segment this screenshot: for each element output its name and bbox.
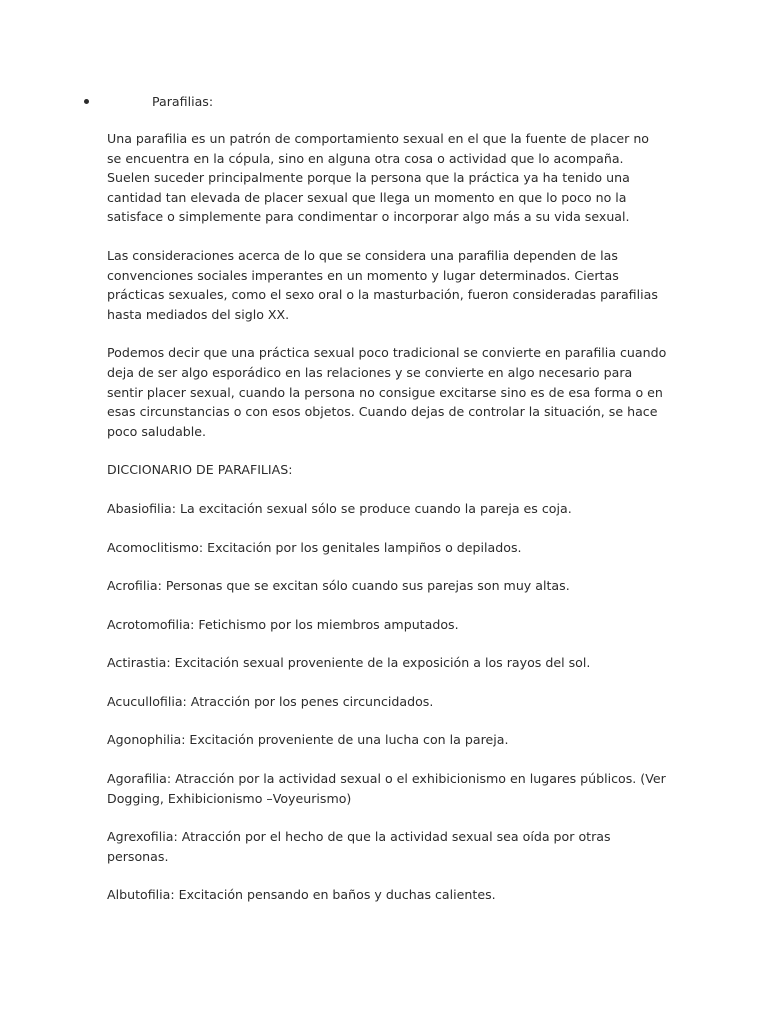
dictionary-entry: Agonophilia: Excitación proveniente de una lucha con la pareja.	[107, 732, 509, 748]
dictionary-entry: Acrotomofilia: Fetichismo por los miembros amputados.	[107, 616, 459, 632]
bullet-icon	[84, 99, 89, 104]
dictionary-entry: Abasiofilia: La excitación sexual sólo se produce cuando la pareja es coja.	[107, 500, 572, 516]
dictionary-entry: Acomoclitismo: Excitación por los genitales lampiños o depilados.	[107, 539, 522, 555]
dictionary-title: DICCIONARIO DE PARAFILIAS:	[107, 462, 293, 478]
paragraph: Podemos decir que una práctica sexual poco tradicional se convierte en parafilia cuando deja de ser algo esporádico en las relaciones y se convierte en algo necesario para sentir placer sexual, cuando la persona no consigue excitarse sino es de esa forma o en esas circunstancias o con esos objetos. Cuando dejas de controlar la situación, se hace poco saludable.	[107, 345, 667, 439]
paragraph: Las consideraciones acerca de lo que se considera una parafilia dependen de las convenciones sociales imperantes en un momento y lugar determinados. Ciertas prácticas sexuales, como el sexo oral o la masturbación, fueron consideradas parafilias hasta mediados del siglo XX.	[107, 247, 658, 322]
dictionary-entry: Acucullofilia: Atracción por los penes circuncidados.	[107, 693, 434, 709]
dictionary-entry: Albutofilia: Excitación pensando en baños y duchas calientes.	[107, 887, 496, 903]
document-body	[107, 129, 667, 924]
dictionary-entry: Actirastia: Excitación sexual proveniente de la exposición a los rayos del sol.	[107, 655, 591, 671]
paragraph: Una parafilia es un patrón de comportamiento sexual en el que la fuente de placer no se encuentra en la cópula, sino en alguna otra cosa o actividad que lo acompaña. Suelen suceder principalmente porque la persona que la práctica ya ha tenido una cantidad tan elevada de placer sexual que llega un momento en que lo poco no la satisface o simplemente para condimentar o incorporar algo más a su vida sexual.	[107, 131, 650, 225]
dictionary-entry: Acrofilia: Personas que se excitan sólo cuando sus parejas son muy altas.	[107, 578, 570, 594]
dictionary-entry: Agorafilia: Atracción por la actividad sexual o el exhibicionismo en lugares públicos. (Ver Dogging, Exhibicionismo –Voyeurismo)	[107, 771, 666, 806]
section-heading: Parafilias:	[152, 94, 214, 109]
bullet-heading	[84, 92, 484, 112]
dictionary-entry: Agrexofilia: Atracción por el hecho de que la actividad sexual sea oída por otras personas.	[107, 829, 611, 864]
